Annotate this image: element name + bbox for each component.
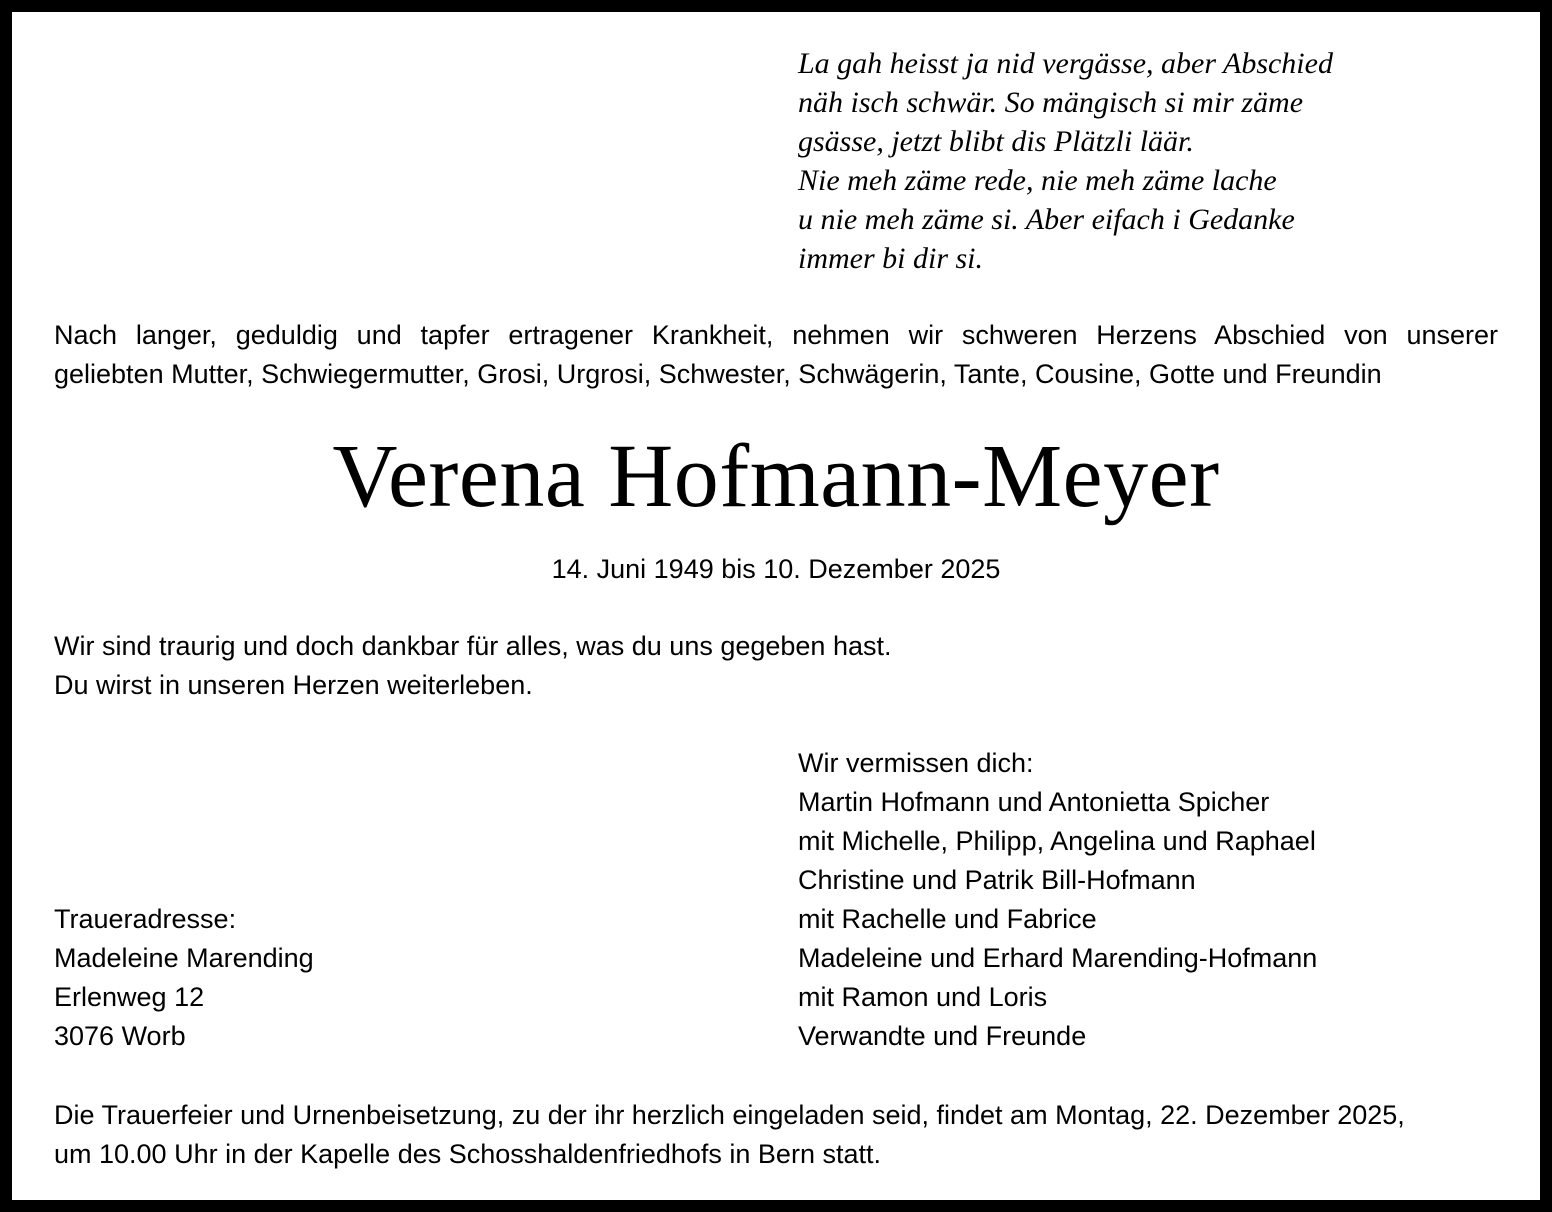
family-line: Martin Hofmann und Antonietta Spicher: [798, 787, 1270, 817]
family-line: mit Rachelle und Fabrice: [798, 904, 1097, 934]
intro-text: [54, 316, 1498, 394]
thanks-line: Du wirst in unseren Herzen weiterleben.: [54, 670, 533, 700]
family-line: mit Ramon und Loris: [798, 982, 1048, 1012]
family-line: Madeleine und Erhard Marending-Hofmann: [798, 943, 1318, 973]
poem-line: Nie meh zäme rede, nie meh zäme lache: [798, 164, 1277, 197]
family-heading: Wir vermissen dich:: [798, 748, 1034, 778]
intro-line: Nach langer, geduldig und tapfer ertragener Krankheit, nehmen wir schweren Herzens Abschied von unserer: [54, 320, 1498, 350]
poem-line: immer bi dir si.: [798, 242, 984, 275]
family-list: [798, 744, 1498, 1056]
thanks-line: Wir sind traurig und doch dankbar für alles, was du uns gegeben hast.: [54, 631, 892, 661]
poem-line: u nie meh zäme si. Aber eifach i Gedanke: [798, 203, 1295, 236]
life-dates: 14. Juni 1949 bis 10. Dezember 2025: [551, 554, 1001, 584]
address-line: 3076 Worb: [54, 1021, 186, 1051]
family-line: mit Michelle, Philipp, Angelina und Raphael: [798, 826, 1316, 856]
service-line: um 10.00 Uhr in der Kapelle des Schosshaldenfriedhofs in Bern statt.: [54, 1139, 881, 1169]
poem-line: näh isch schwär. So mängisch si mir zäme: [798, 86, 1304, 119]
poem-line: La gah heisst ja nid vergässe, aber Abschied: [798, 47, 1333, 80]
family-line: Christine und Patrik Bill-Hofmann: [798, 865, 1196, 895]
service-line: Die Trauerfeier und Urnenbeisetzung, zu der ihr herzlich eingeladen seid, findet am Montag, 22. Dezember 2025,: [54, 1100, 1405, 1130]
deceased-name: Verena Hofmann-Meyer: [332, 427, 1220, 526]
poem-line: gsässe, jetzt blibt dis Plätzli läär.: [798, 125, 1194, 158]
thanks-text: [54, 627, 1054, 705]
address-line: Erlenweg 12: [54, 982, 205, 1012]
family-line: Verwandte und Freunde: [798, 1021, 1087, 1051]
poem: [798, 44, 1498, 278]
address-label: Traueradresse:: [54, 904, 237, 934]
address-line: Madeleine Marending: [54, 943, 314, 973]
intro-line: geliebten Mutter, Schwiegermutter, Grosi, Urgrosi, Schwester, Schwägerin, Tante, Cousine, Gotte und Freundin: [54, 359, 1382, 389]
mourning-address: [54, 900, 654, 1056]
service-info: [54, 1096, 1514, 1174]
